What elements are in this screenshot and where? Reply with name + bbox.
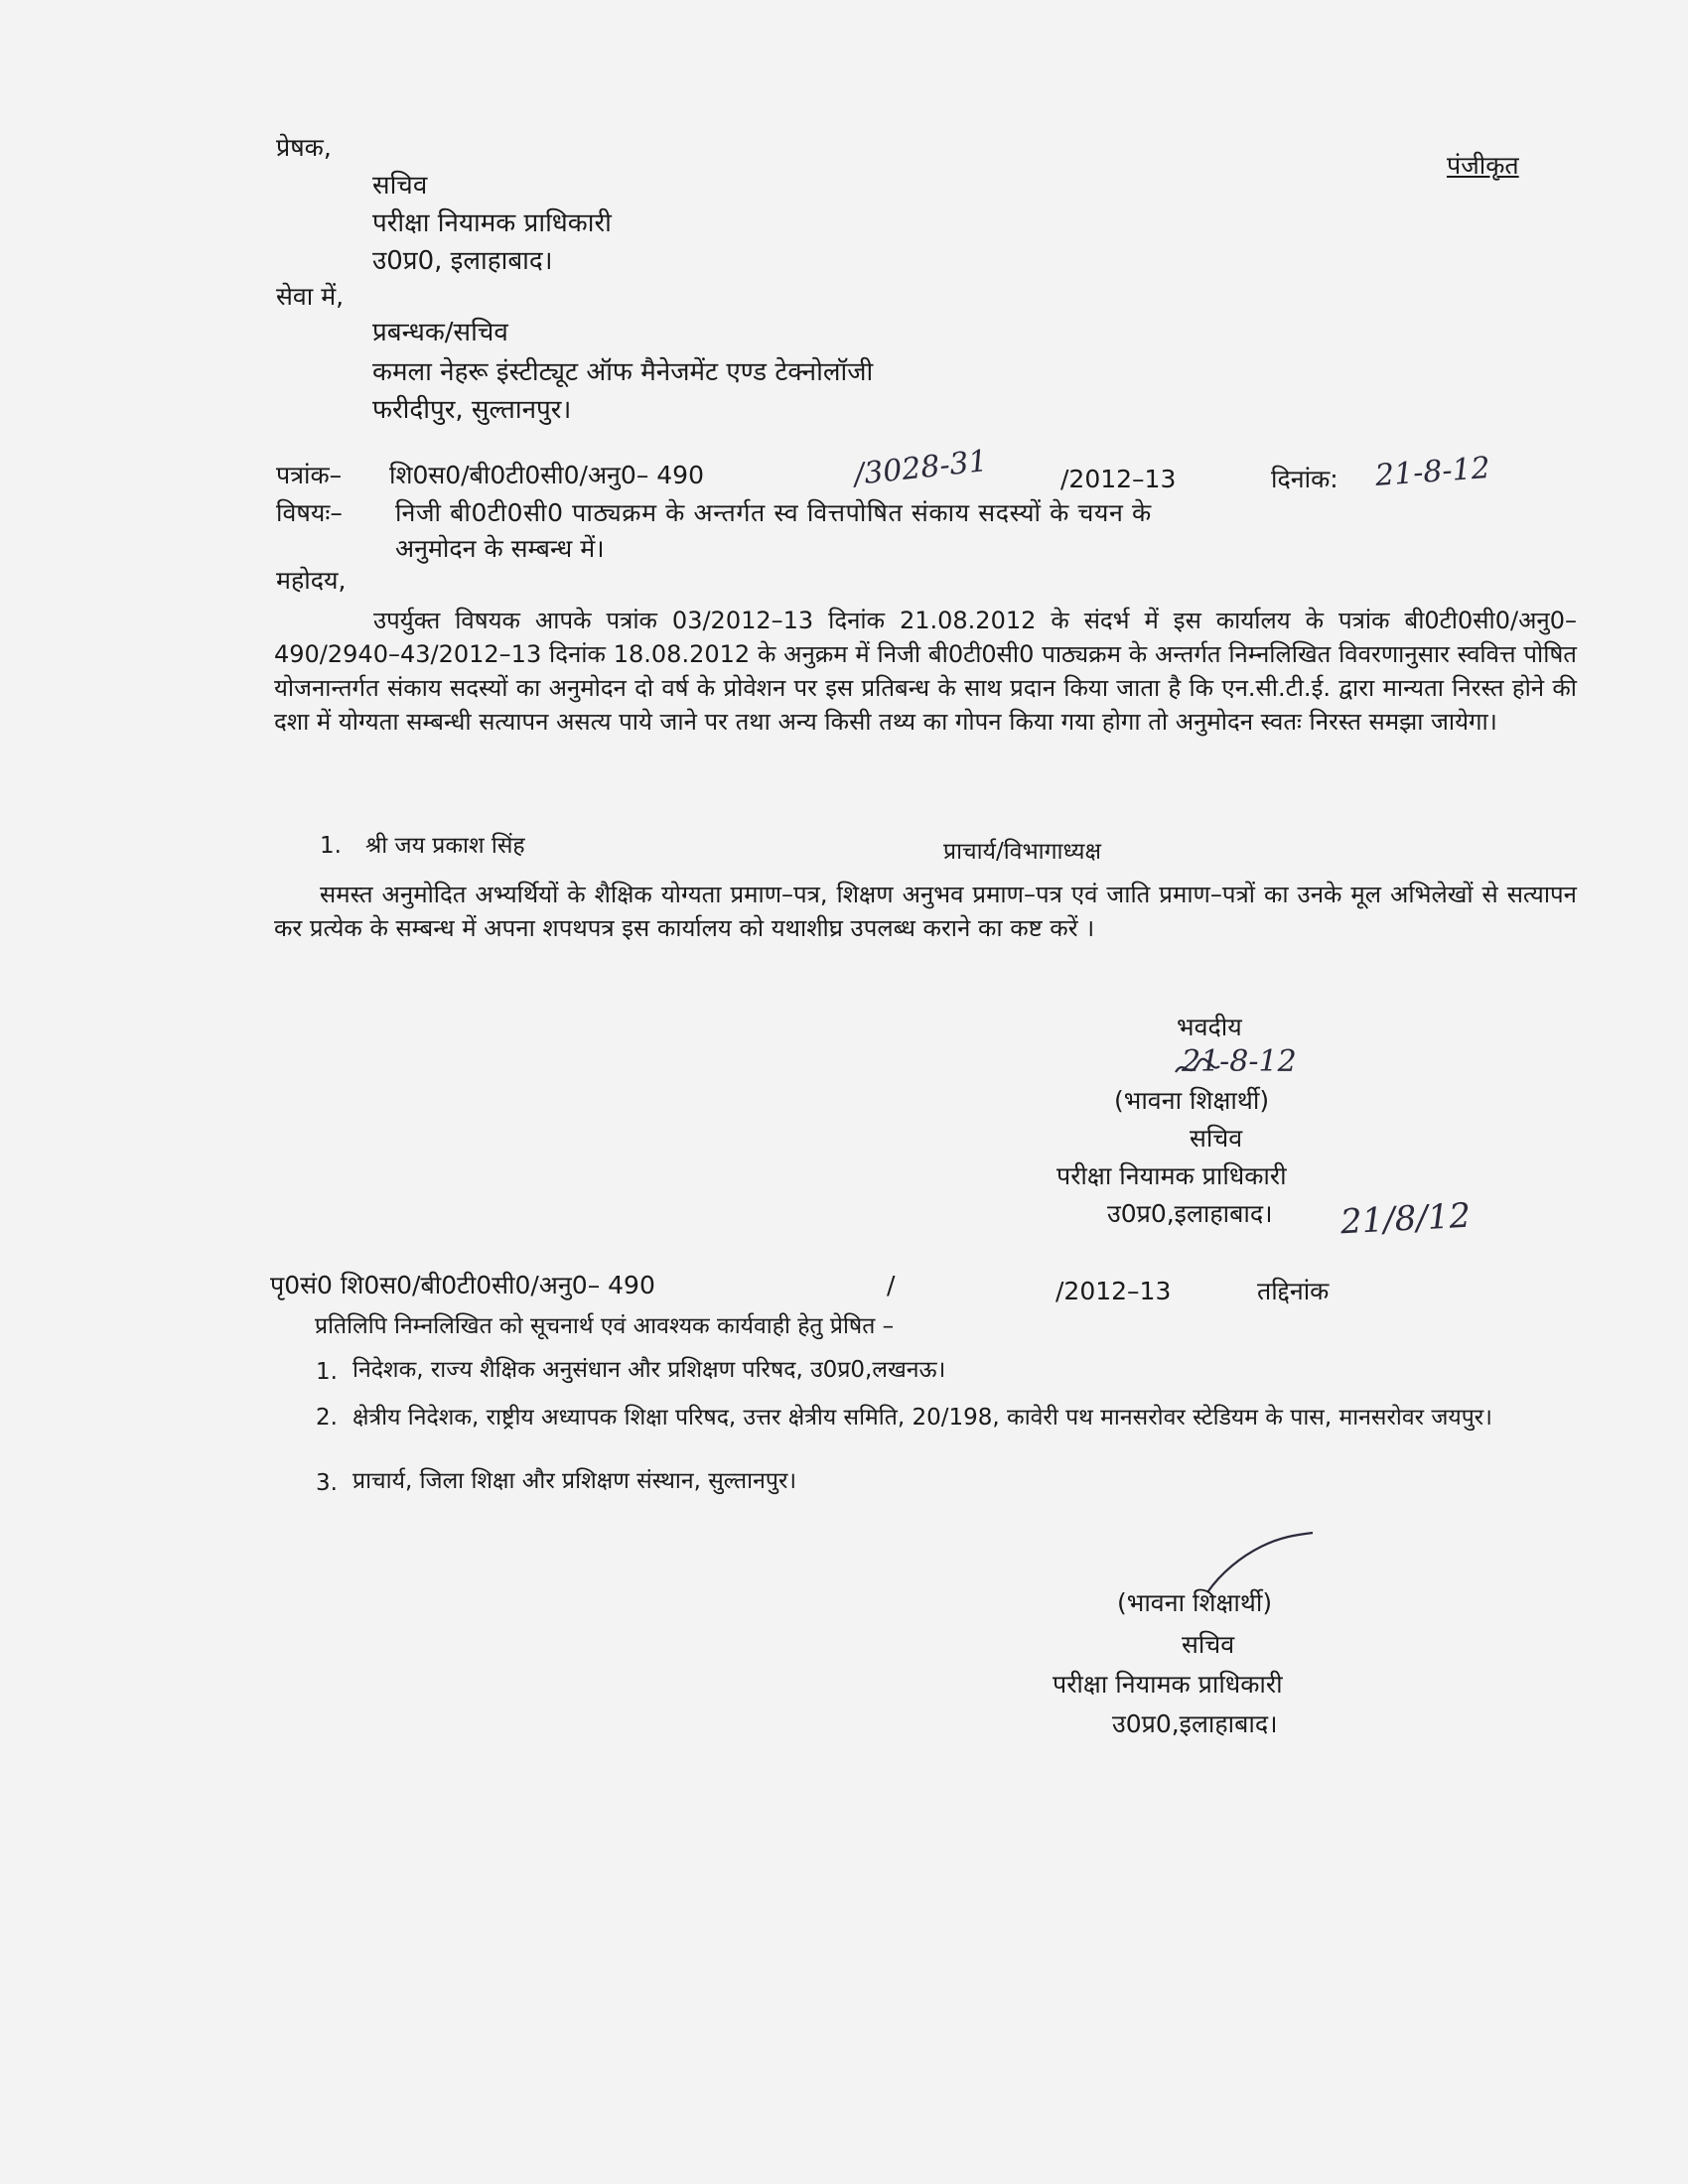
recipient-label: सेवा में, bbox=[276, 282, 345, 311]
copy-item-number: 3. bbox=[316, 1470, 338, 1496]
faculty-post: प्राचार्य/विभागाध्यक्ष bbox=[943, 839, 1101, 865]
sender-line: उ0प्र0, इलाहाबाद। bbox=[372, 246, 553, 276]
copy-year: /2012–13 bbox=[1055, 1277, 1172, 1305]
subject-line: निजी बी0टी0सी0 पाठ्यक्रम के अन्तर्गत स्व वित्तपोषित संकाय सदस्यों के चयन के bbox=[395, 498, 1152, 527]
body-paragraph-approval: उपर्युक्त विषयक आपके पत्रांक 03/2012–13 दिनांक 21.08.2012 के संदर्भ में इस कार्यालय के पत्रांक बी0टी0सी0/अनु0–490/2940–43/2012–13 दिनांक 18.08.2012 के अनुक्रम में निजी बी0टी0सी0 पाठ्यक्रम के अन्तर्गत निम्नलिखित विवरणानुसार स्ववित्त पोषित योजनान्तर्गत संकाय सदस्यों का अनुमोदन दो वर्ष के प्रोवेशन पर इस प्रतिबन्ध के साथ प्रदान किया जाता है कि एन.सी.टी.ई. द्वारा मान्यता निरस्त होने की दशा में योग्यता सम्बन्धी सत्यापन असत्य पाये जाने पर तथा अन्य किसी तथ्य का गोपन किया गया होगा तो अनुमोदन स्वतः निरस्त समझा जायेगा। bbox=[274, 607, 1577, 736]
signatory-designation: सचिव bbox=[1182, 1630, 1235, 1659]
copy-item: निदेशक, राज्य शैक्षिक अनुसंधान और प्रशिक्षण परिषद, उ0प्र0,लखनऊ। bbox=[352, 1357, 946, 1383]
salutation: महोदय, bbox=[276, 566, 347, 595]
handwritten-signature-date: 21-8-12 bbox=[1182, 1044, 1297, 1079]
faculty-name: श्री जय प्रकाश सिंह bbox=[365, 833, 525, 859]
signatory-name: (भावना शिक्षार्थी) bbox=[1117, 1588, 1273, 1617]
subject-label: विषयः– bbox=[276, 498, 343, 527]
signatory-office: परीक्षा नियामक प्राधिकारी bbox=[1053, 1670, 1283, 1699]
copy-slash: / bbox=[887, 1271, 896, 1299]
signature-scribble bbox=[1172, 1052, 1251, 1082]
reference-label: पत्रांक– bbox=[276, 461, 343, 489]
recipient-line: कमला नेहरू इंस्टीट्यूट ऑफ मैनेजमेंट एण्ड टेक्नोलॉजी bbox=[372, 357, 874, 387]
copy-item: प्राचार्य, जिला शिक्षा और प्रशिक्षण संस्थान, सुल्तानपुर। bbox=[352, 1468, 797, 1494]
signatory-name: (भावना शिक्षार्थी) bbox=[1114, 1086, 1270, 1115]
copy-item: क्षेत्रीय निदेशक, राष्ट्रीय अध्यापक शिक्षा परिषद, उत्तर क्षेत्रीय समिति, 20/198, कावेरी पथ मानसरोवर स्टेडियम के पास, मानसरोवर जयपुर। bbox=[352, 1405, 1492, 1431]
registered-mark: पंजीकृत bbox=[1447, 151, 1519, 180]
closing: भवदीय bbox=[1177, 1013, 1242, 1041]
copy-item-number: 2. bbox=[316, 1405, 338, 1431]
handwritten-date: 21-8-12 bbox=[1373, 451, 1491, 493]
sender-line: परीक्षा नियामक प्राधिकारी bbox=[372, 208, 612, 238]
date-label: दिनांक: bbox=[1271, 465, 1338, 493]
handwritten-stamp-date: 21/8/12 bbox=[1339, 1195, 1473, 1243]
subject-line: अनुमोदन के सम्बन्ध में। bbox=[395, 534, 605, 563]
handwritten-dispatch-number: /3028-31 bbox=[852, 444, 990, 492]
reference-year: /2012–13 bbox=[1060, 465, 1177, 493]
sender-line: सचिव bbox=[372, 171, 428, 201]
recipient-line: फरीदीपुर, सुल्तानपुर। bbox=[372, 395, 572, 425]
recipient-line: प्रबन्धक/सचिव bbox=[372, 318, 508, 347]
copy-intro: प्रतिलिपि निम्नलिखित को सूचनार्थ एवं आवश्यक कार्यवाही हेतु प्रेषित – bbox=[315, 1313, 895, 1339]
sender-label: प्रेषक, bbox=[276, 133, 332, 162]
signatory-designation: सचिव bbox=[1190, 1124, 1243, 1153]
signatory-office: परीक्षा नियामक प्राधिकारी bbox=[1056, 1161, 1287, 1190]
reference-number: शि0स0/बी0टी0सी0/अनु0– 490 bbox=[389, 461, 704, 489]
body-paragraph-verification: समस्त अनुमोदित अभ्यर्थियों के शैक्षिक योग्यता प्रमाण–पत्र, शिक्षण अनुभव प्रमाण–पत्र एवं जाति प्रमाण–पत्रों का उनके मूल अभिलेखों से सत्यापन कर प्रत्येक के सम्बन्ध में अपना शपथपत्र इस कार्यालय को यथाशीघ्र उपलब्ध कराने का कष्ट करें । bbox=[274, 881, 1577, 942]
signatory-place: उ0प्र0,इलाहाबाद। bbox=[1112, 1709, 1278, 1738]
faculty-number: 1. bbox=[320, 833, 342, 859]
signatory-place: उ0प्र0,इलाहाबाद। bbox=[1107, 1199, 1273, 1228]
copy-date: तद्दिनांक bbox=[1257, 1277, 1330, 1305]
copy-reference: पृ0सं0 शि0स0/बी0टी0सी0/अनु0– 490 bbox=[270, 1271, 655, 1299]
copy-item-number: 1. bbox=[316, 1359, 338, 1385]
